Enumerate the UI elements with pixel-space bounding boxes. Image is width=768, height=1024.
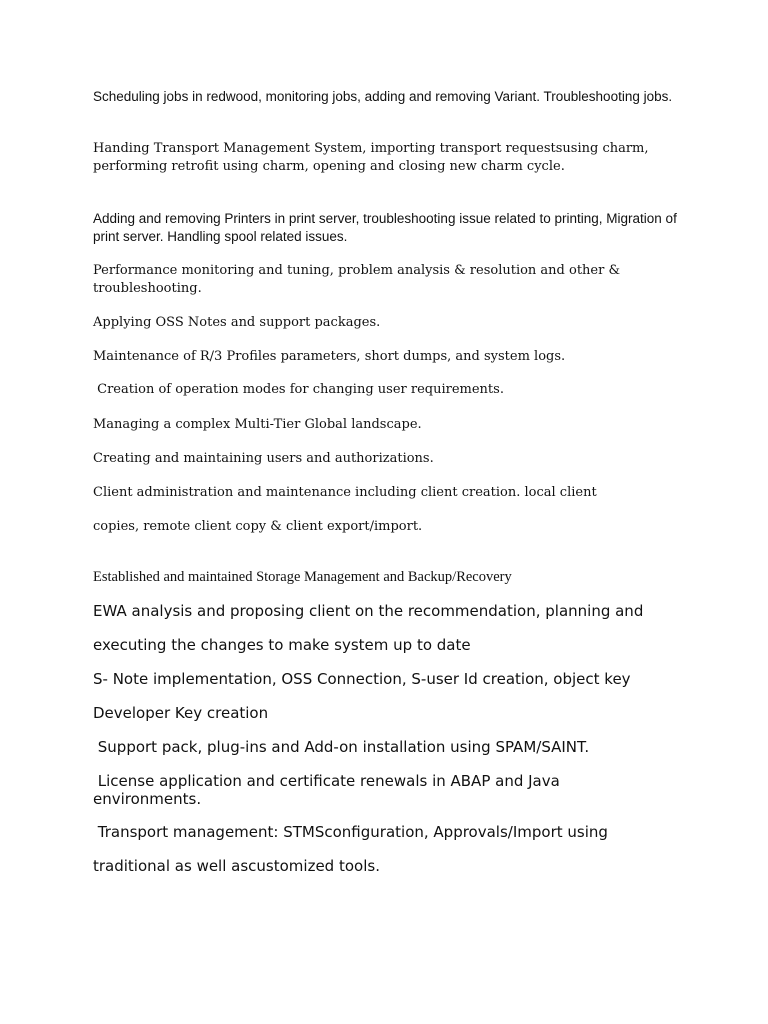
paragraph-ewa-changes: executing the changes to make system up to date (93, 636, 471, 654)
paragraph-transport-charm: Handing Transport Management System, importing transport requestsusing charm, performing retrofit using charm, opening and closing new charm cycle. (93, 141, 649, 174)
paragraph-profiles: Maintenance of R/3 Profiles parameters, short dumps, and system logs. (93, 349, 566, 364)
paragraph-storage-backup: Established and maintained Storage Management and Backup/Recovery (93, 569, 512, 585)
paragraph-oss-notes: Applying OSS Notes and support packages. (93, 315, 381, 330)
paragraph-license: License application and certificate renewals in ABAP and Java environments. (93, 772, 565, 808)
paragraph-snote: S- Note implementation, OSS Connection, S-user Id creation, object key (93, 670, 631, 688)
paragraph-redwood-jobs: Scheduling jobs in redwood, monitoring jobs, adding and removing Variant. Troubleshooting jobs. (93, 89, 673, 104)
paragraph-developer-key: Developer Key creation (93, 704, 269, 722)
paragraph-printers: Adding and removing Printers in print server, troubleshooting issue related to printing, Migration of print server. Handling spool related issues. (93, 211, 677, 244)
paragraph-users: Creating and maintaining users and authorizations. (93, 451, 434, 466)
paragraph-operation-modes: Creation of operation modes for changing user requirements. (93, 382, 504, 397)
paragraph-client-admin: Client administration and maintenance including client creation. local client (93, 485, 597, 500)
paragraph-landscape: Managing a complex Multi-Tier Global landscape. (93, 417, 422, 432)
paragraph-traditional-tools: traditional as well ascustomized tools. (93, 857, 380, 875)
paragraph-transport-mgmt: Transport management: STMSconfiguration, Approvals/Import using (93, 823, 608, 841)
paragraph-ewa-analysis: EWA analysis and proposing client on the recommendation, planning and (93, 602, 644, 620)
paragraph-client-copies: copies, remote client copy & client export/import. (93, 519, 423, 534)
paragraph-performance: Performance monitoring and tuning, problem analysis & resolution and other & troubleshooting. (93, 263, 621, 296)
paragraph-support-pack: Support pack, plug-ins and Add-on installation using SPAM/SAINT. (93, 738, 590, 756)
